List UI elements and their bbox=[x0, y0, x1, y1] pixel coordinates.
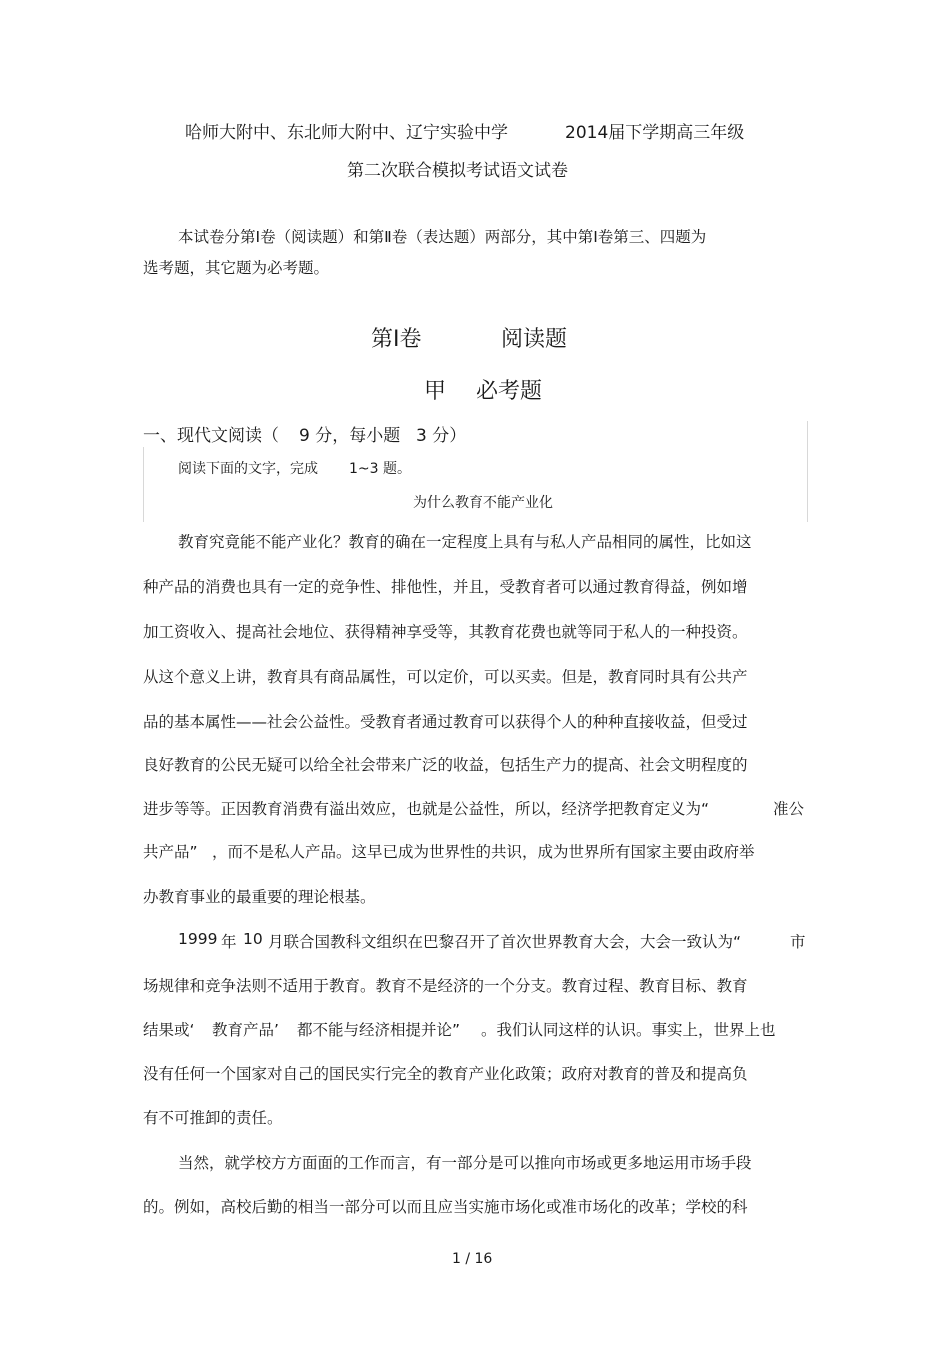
body-line-fragment: 月联合国教科文组织在巴黎召开了首次世界教育大会，大会一致认为“ bbox=[268, 933, 742, 951]
body-line-fragment: ，而不是私人产品。这早已成为世界性的共识，成为世界所有国家主要由政府举 bbox=[212, 843, 755, 861]
body-line: 共产品” bbox=[143, 843, 198, 861]
body-line: 办教育事业的最重要的理论根基。 bbox=[143, 888, 376, 906]
intro-line-2: 选考题，其它题为必考题。 bbox=[143, 259, 330, 277]
body-line-fragment: 年 bbox=[221, 933, 237, 951]
article-title: 为什么教育不能产业化 bbox=[413, 495, 553, 511]
intro-line-1: 本试卷分第Ⅰ卷（阅读题）和第Ⅱ卷（表达题）两部分，其中第Ⅰ卷第三、四题为 bbox=[178, 228, 707, 246]
body-line: 有不可推卸的责任。 bbox=[143, 1109, 283, 1127]
body-line-fragment: 。我们认同这样的认识。事实上，世界上也 bbox=[481, 1021, 776, 1039]
body-line-fragment: 市 bbox=[790, 933, 806, 951]
body-line: 种产品的消费也具有一定的竞争性、排他性，并且，受教育者可以通过教育得益，例如增 bbox=[143, 578, 748, 596]
body-line: 的。例如，高校后勤的相当一部分可以而且应当实施市场化或准市场化的改革；学校的科 bbox=[143, 1198, 748, 1216]
body-line-fragment: 教育产品’ bbox=[212, 1021, 279, 1039]
exam-header-schools: 哈师大附中、东北师大附中、辽宁实验中学 bbox=[185, 123, 508, 143]
exam-header-grade: 2014届下学期高三年级 bbox=[565, 123, 745, 143]
question-instruction-a: 阅读下面的文字，完成 bbox=[178, 461, 318, 477]
body-line: 品的基本属性——社会公益性。受教育者通过教育可以获得个人的种种直接收益，但受过 bbox=[143, 713, 748, 731]
body-line: 没有任何一个国家对自己的国民实行完全的教育产业化政策；政府对教育的普及和提高负 bbox=[143, 1065, 748, 1083]
body-line: 教育究竟能不能产业化？教育的确在一定程度上具有与私人产品相同的属性，比如这 bbox=[178, 533, 752, 551]
body-line: 加工资收入、提高社会地位、获得精神享受等，其教育花费也就等同于私人的一种投资。 bbox=[143, 623, 748, 641]
section-subtitle-required: 必考题 bbox=[476, 379, 543, 404]
body-line: 结果或‘ bbox=[143, 1021, 195, 1039]
body-line: 当然，就学校方方面面的工作而言，有一部分是可以推向市场或更多地运用市场手段 bbox=[178, 1154, 752, 1172]
question-heading-c: 3 分） bbox=[416, 426, 467, 446]
body-line: 良好教育的公民无疑可以给全社会带来广泛的收益，包括生产力的提高、社会文明程度的 bbox=[143, 756, 748, 774]
body-line-year: 1999 bbox=[178, 930, 218, 948]
section-subtitle-jia: 甲 bbox=[424, 379, 447, 404]
exam-title: 第二次联合模拟考试语文试卷 bbox=[347, 161, 568, 181]
question-box-left-border bbox=[143, 447, 144, 522]
body-line-fragment: 都不能与经济相提并论” bbox=[297, 1021, 461, 1039]
question-heading-b: 9 分，每小题 bbox=[299, 426, 401, 446]
question-box-right-border bbox=[807, 421, 808, 522]
body-line: 进步等等。正因教育消费有溢出效应，也就是公益性，所以，经济学把教育定义为“ bbox=[143, 800, 710, 818]
body-line: 场规律和竞争法则不适用于教育。教育不是经济的一个分支。教育过程、教育目标、教育 bbox=[143, 977, 748, 995]
section-title-volume: 第Ⅰ卷 bbox=[371, 327, 422, 352]
body-line: 从这个意义上讲，教育具有商品属性，可以定价，可以买卖。但是，教育同时具有公共产 bbox=[143, 668, 748, 686]
page-number: 1 / 16 bbox=[452, 1251, 493, 1267]
body-line-month: 10 bbox=[243, 930, 263, 948]
question-heading-a: 一、现代文阅读（ bbox=[143, 426, 279, 446]
question-instruction-b: 1~3 题。 bbox=[349, 461, 411, 477]
section-title-reading: 阅读题 bbox=[501, 327, 568, 352]
body-line-fragment: 准公 bbox=[773, 800, 805, 818]
